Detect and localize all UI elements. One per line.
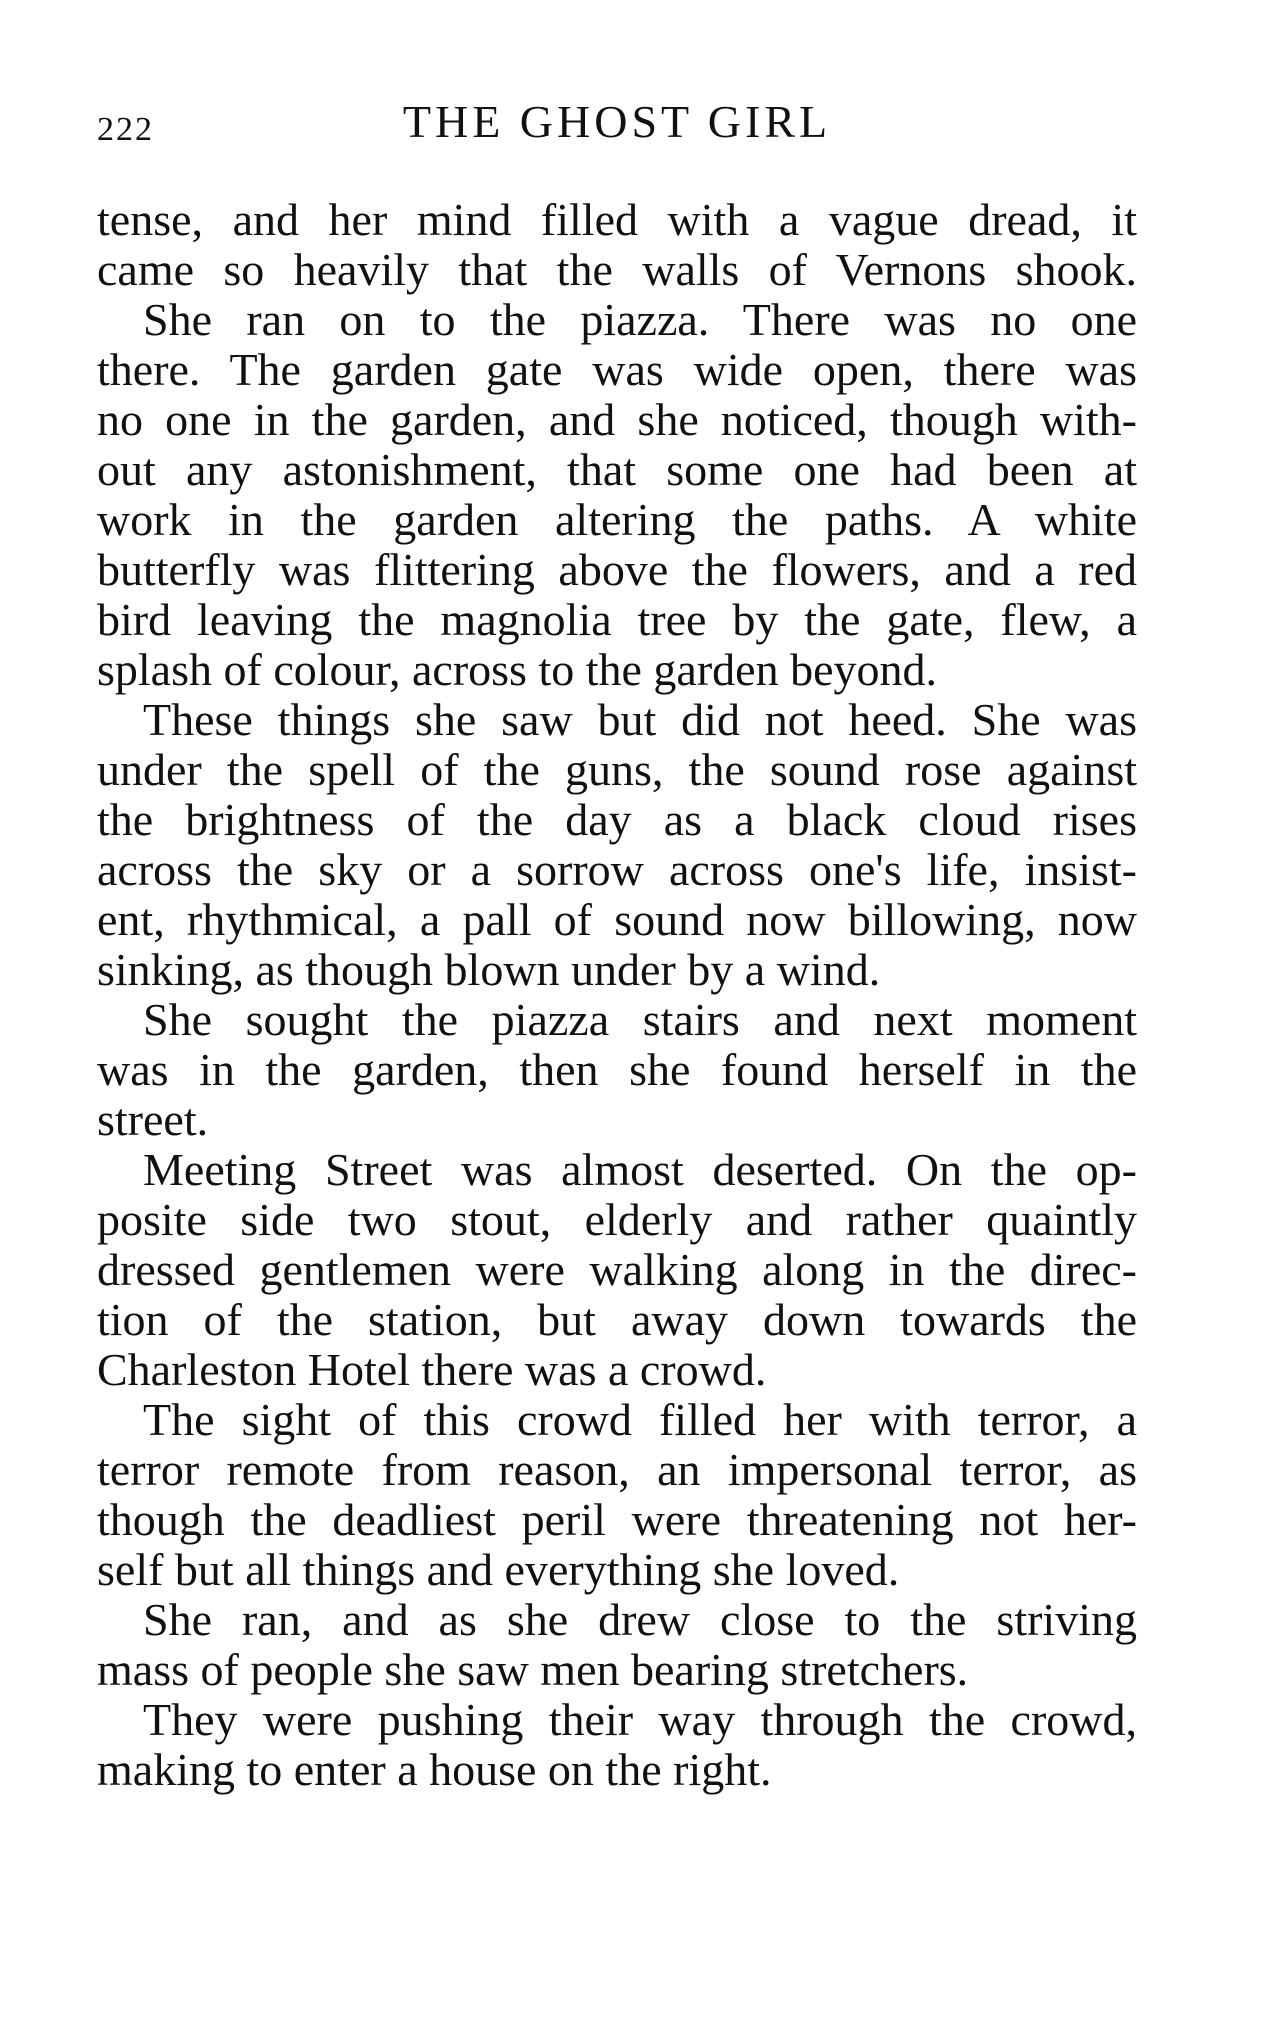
text-line: She sought the piazza stairs and next moment	[143, 994, 1137, 1045]
text-line: They were pushing their way through the crowd,	[143, 1694, 1137, 1745]
body-text	[97, 195, 1137, 1795]
text-line: the brightness of the day as a black cloud rises	[97, 794, 1137, 845]
text-line: work in the garden altering the paths. A white	[97, 494, 1137, 545]
text-line: self but all things and everything she loved.	[97, 1544, 900, 1595]
text-line: was in the garden, then she found herself in the	[97, 1044, 1137, 1095]
text-line: mass of people she saw men bearing stretchers.	[97, 1644, 969, 1695]
text-line: She ran on to the piazza. There was no one	[143, 294, 1137, 345]
text-line: tense, and her mind filled with a vague dread, it	[97, 194, 1137, 245]
text-line: bird leaving the magnolia tree by the gate, flew, a	[97, 594, 1137, 645]
book-page	[97, 95, 1137, 1795]
text-line: dressed gentlemen were walking along in the direc-	[97, 1244, 1137, 1295]
text-line: sinking, as though blown under by a wind.	[97, 944, 881, 995]
text-line: Meeting Street was almost deserted. On the op-	[143, 1144, 1137, 1195]
text-line: came so heavily that the walls of Vernons shook.	[97, 244, 1137, 295]
text-line: splash of colour, across to the garden beyond.	[97, 644, 937, 695]
text-line: making to enter a house on the right.	[97, 1744, 772, 1795]
text-line: terror remote from reason, an impersonal terror, as	[97, 1444, 1137, 1495]
text-line: street.	[97, 1094, 209, 1145]
text-line: ent, rhythmical, a pall of sound now billowing, now	[97, 894, 1137, 945]
page-number: 222	[97, 111, 154, 148]
text-line: across the sky or a sorrow across one's life, insist-	[97, 844, 1137, 895]
text-line: no one in the garden, and she noticed, though with-	[97, 394, 1137, 445]
text-line: though the deadliest peril were threatening not her-	[97, 1494, 1137, 1545]
text-line: out any astonishment, that some one had been at	[97, 444, 1137, 495]
text-line: The sight of this crowd filled her with terror, a	[143, 1394, 1137, 1445]
text-line: butterfly was flittering above the flowers, and a red	[97, 544, 1137, 595]
running-head	[97, 95, 1137, 155]
text-line: Charleston Hotel there was a crowd.	[97, 1344, 767, 1395]
text-line: tion of the station, but away down towards the	[97, 1294, 1137, 1345]
text-line: under the spell of the guns, the sound rose against	[97, 744, 1137, 795]
text-line: there. The garden gate was wide open, there was	[97, 344, 1137, 395]
text-line: These things she saw but did not heed. She was	[143, 694, 1137, 745]
text-line: She ran, and as she drew close to the striving	[143, 1594, 1137, 1645]
running-title: THE GHOST GIRL	[402, 96, 832, 147]
text-line: posite side two stout, elderly and rather quaintly	[97, 1194, 1137, 1245]
